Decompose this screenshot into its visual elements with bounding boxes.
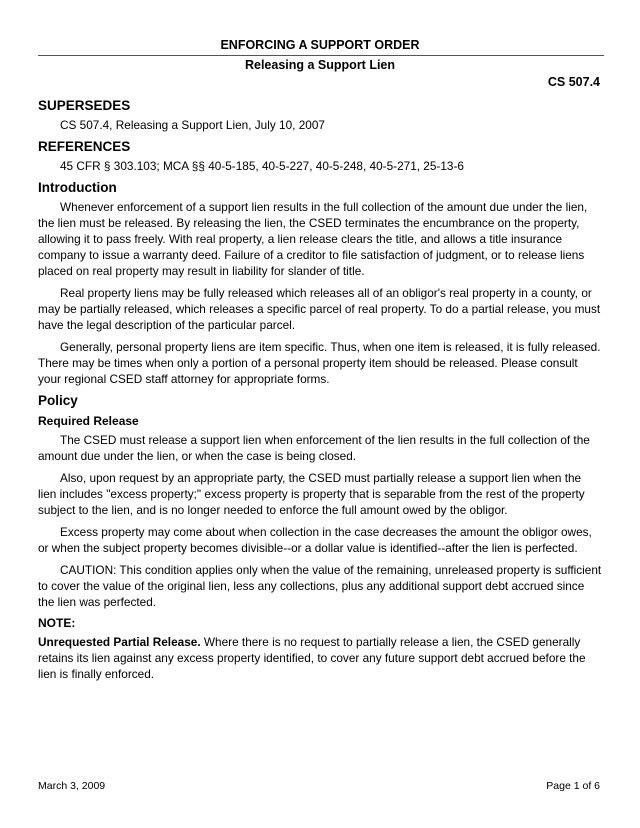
document-subtitle: Releasing a Support Lien — [244, 58, 396, 72]
intro-paragraph: Real property liens may be fully released which releases all of an obligor's real property in a county, or may be partially released, which releases a specific parcel of real property. To do a partial release, you must have the legal description of the particular parcel. — [38, 286, 601, 332]
intro-paragraph: Whenever enforcement of a support lien results in the full collection of the amount due under the lien, the lien must be released. By releasing the lien, the CSED terminates the encumbrance on the property, allowing it to pass freely. With real property, a lien release clears the title, and allows a title insurance company to issue a warranty deed. Failure of a creditor to file satisfaction of judgment, or to release liens placed on real property may result in liability for slander of title. — [38, 200, 588, 278]
footer-date: March 3, 2009 — [38, 780, 106, 792]
intro-paragraph: Generally, personal property liens are item specific. Thus, when one item is released, it is fully released. There may be times when only a portion of a personal property item should be released. Please consult your regional CSED staff attorney for appropriate forms. — [38, 340, 601, 386]
footer-page-number: Page 1 of 6 — [546, 780, 600, 792]
note-paragraph — [38, 634, 602, 682]
references-heading: REFERENCES — [38, 139, 131, 154]
references-text: 45 CFR § 303.103; MCA §§ 40-5-185, 40-5-227, 40-5-248, 40-5-271, 25-13-6 — [60, 159, 464, 173]
note-heading: NOTE: — [38, 616, 76, 630]
policy-paragraph: Also, upon request by an appropriate party, the CSED must partially release a support lien when the lien includes "excess property;" excess property is property that is separable from the rest of the property subject to the lien, and is no longer needed to enforce the full amount owed by the obligor. — [38, 471, 585, 517]
document-title: ENFORCING A SUPPORT ORDER — [220, 38, 420, 52]
introduction-heading: Introduction — [38, 180, 117, 195]
supersedes-heading: SUPERSEDES — [38, 98, 131, 113]
note-text: Where there is no request to partially release a lien, the CSED generally retains its lien against any excess property identified, to cover any future support debt accrued before the lien is finally enforced. — [38, 635, 586, 681]
document-body — [38, 92, 602, 688]
supersedes-text: CS 507.4, Releasing a Support Lien, July 10, 2007 — [60, 118, 325, 132]
note-lead: Unrequested Partial Release. — [38, 635, 201, 649]
caution-paragraph: CAUTION: This condition applies only when the value of the remaining, unreleased property is sufficient to cover the value of the original lien, less any collections, plus any additional support debt accrued since the lien was perfected. — [38, 563, 602, 609]
section-code: CS 507.4 — [547, 75, 600, 89]
header-divider — [38, 55, 604, 56]
policy-paragraph: Excess property may come about when collection in the case decreases the amount the obligor owes, or when the subject property becomes divisible--or a dollar value is identified--after the lien is perfected. — [38, 525, 592, 555]
policy-heading: Policy — [38, 393, 78, 408]
policy-paragraph: The CSED must release a support lien when enforcement of the lien results in the full collection of the amount due under the lien, or when the case is being closed. — [38, 433, 590, 463]
required-release-subheading: Required Release — [38, 414, 139, 428]
